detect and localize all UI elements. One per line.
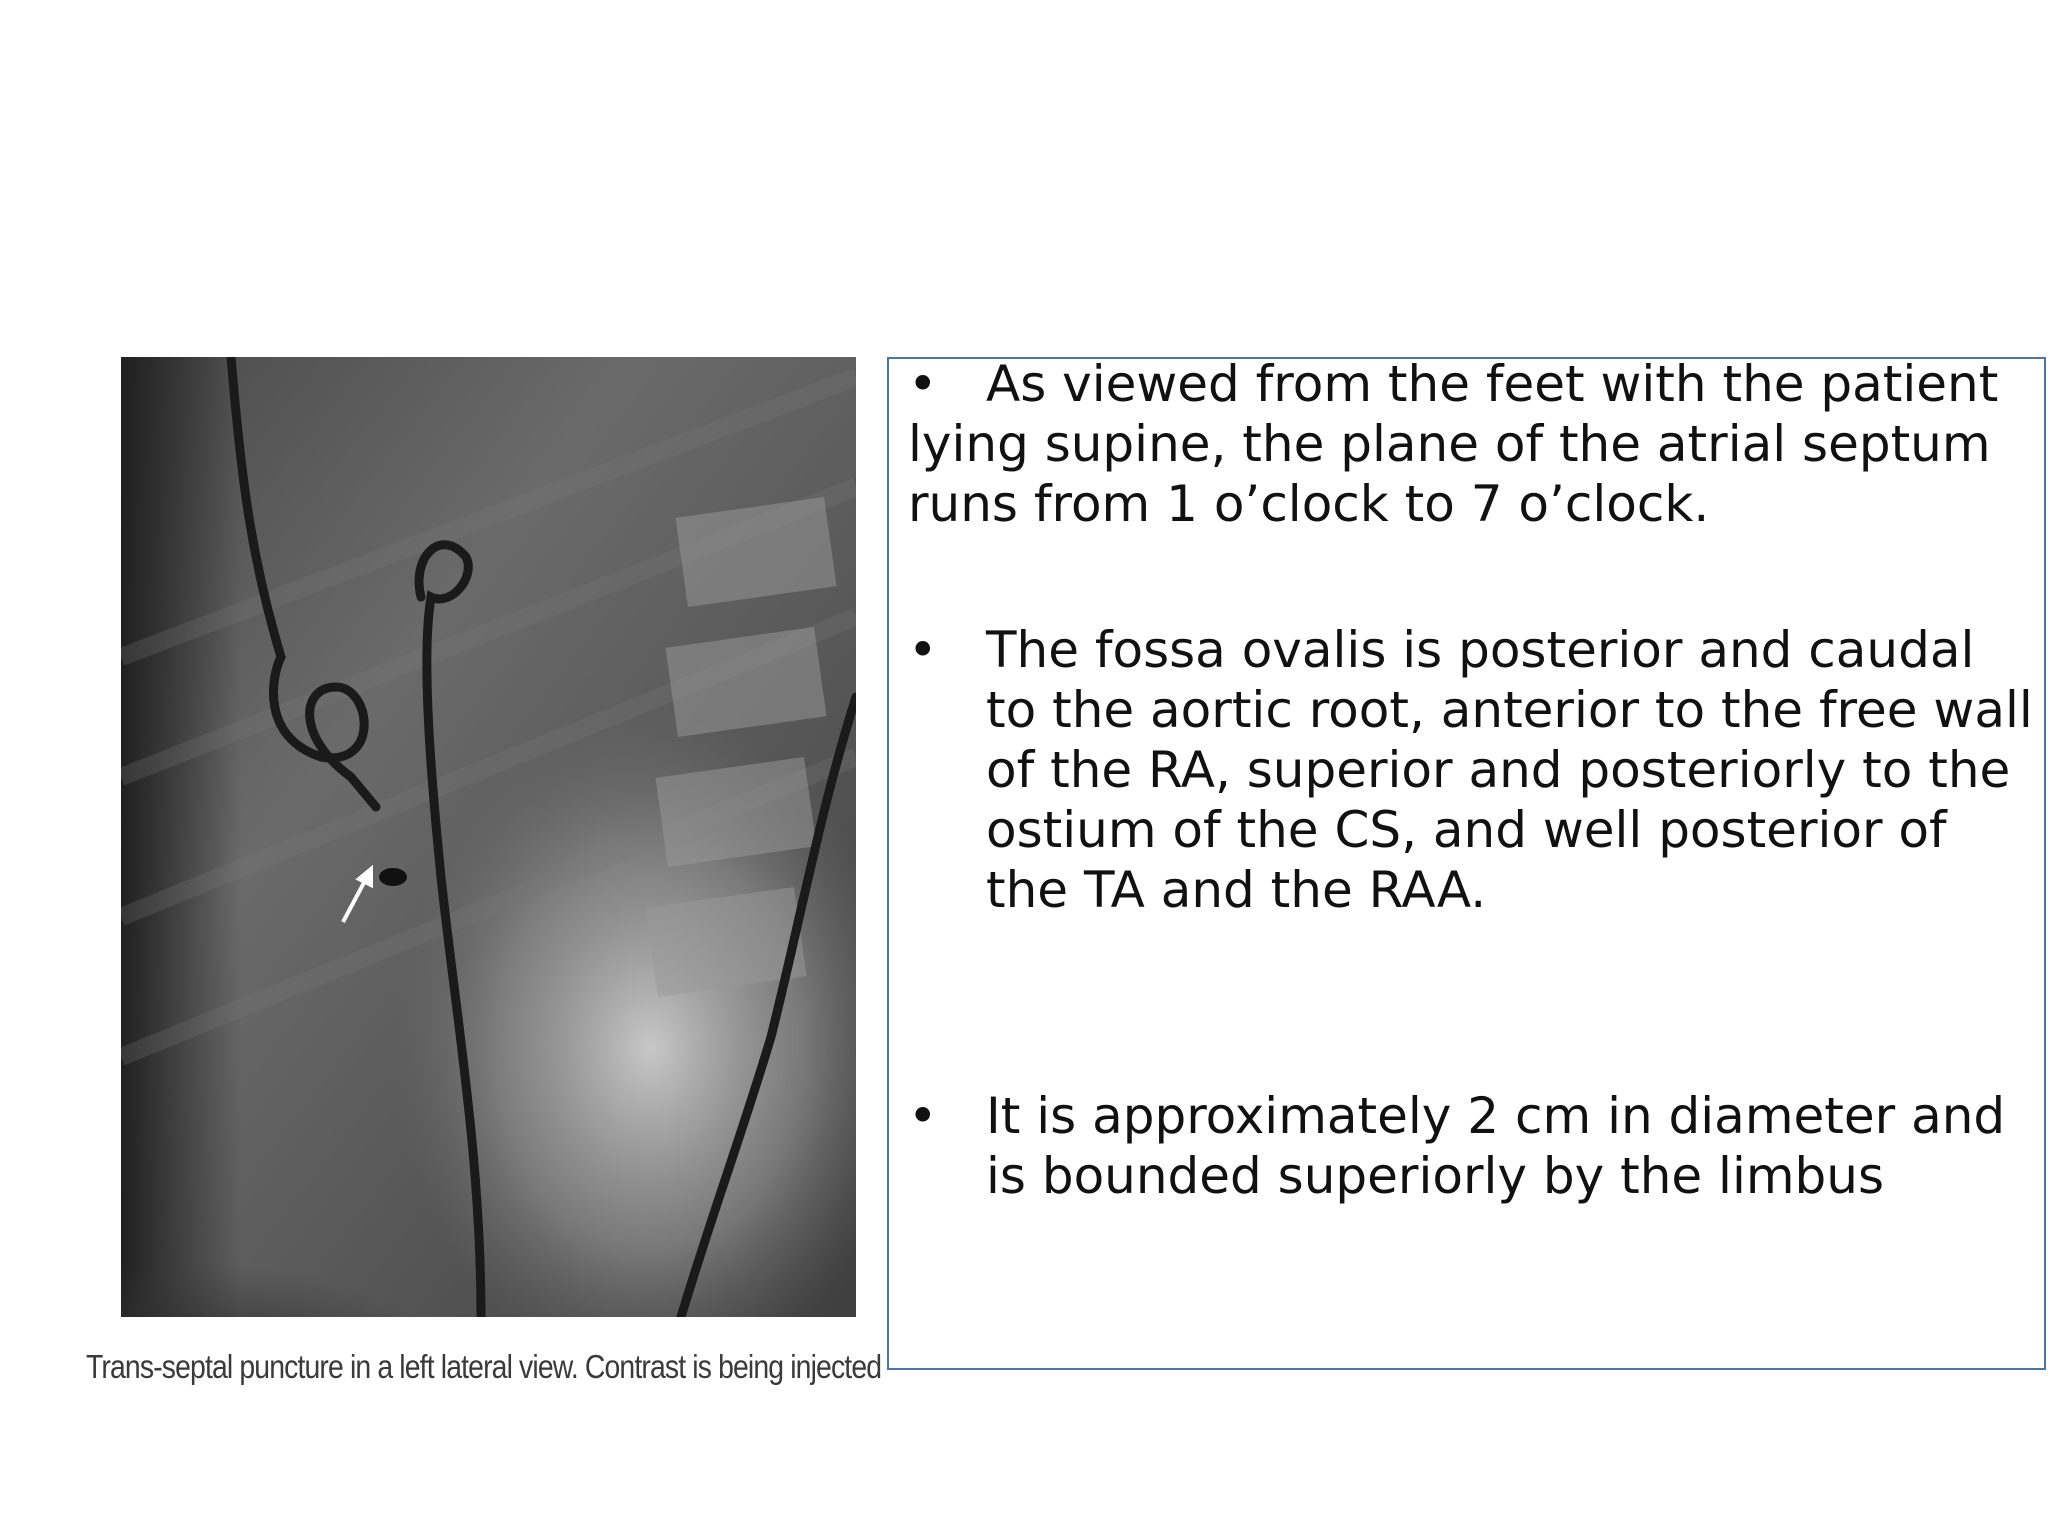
bullet-item-3 <box>908 1086 2038 1206</box>
figure-caption: Trans-septal puncture in a left lateral view. Contrast is being injected <box>86 1348 882 1385</box>
bullet-marker: • <box>908 1087 938 1145</box>
fluoroscopy-image <box>121 357 856 1317</box>
bullet-item-1 <box>908 354 2038 534</box>
bullet-list <box>908 354 2038 1206</box>
bullet-marker: • <box>908 621 938 679</box>
bullet-item-2 <box>908 620 2038 920</box>
bullet-text-1: As viewed from the feet with the patient lying supine, the plane of the atrial septum runs from 1 o’clock to 7 o’clock. <box>908 355 1999 533</box>
bullet-marker: • <box>908 355 938 413</box>
bullet-text-2: The fossa ovalis is posterior and caudal to the aortic root, anterior to the free wall of the RA, superior and posteriorly to the ostium of the CS, and well posterior of the TA and the RAA. <box>986 621 2033 919</box>
bullet-text-3: It is approximately 2 cm in diameter and is bounded superiorly by the limbus <box>986 1087 2006 1205</box>
